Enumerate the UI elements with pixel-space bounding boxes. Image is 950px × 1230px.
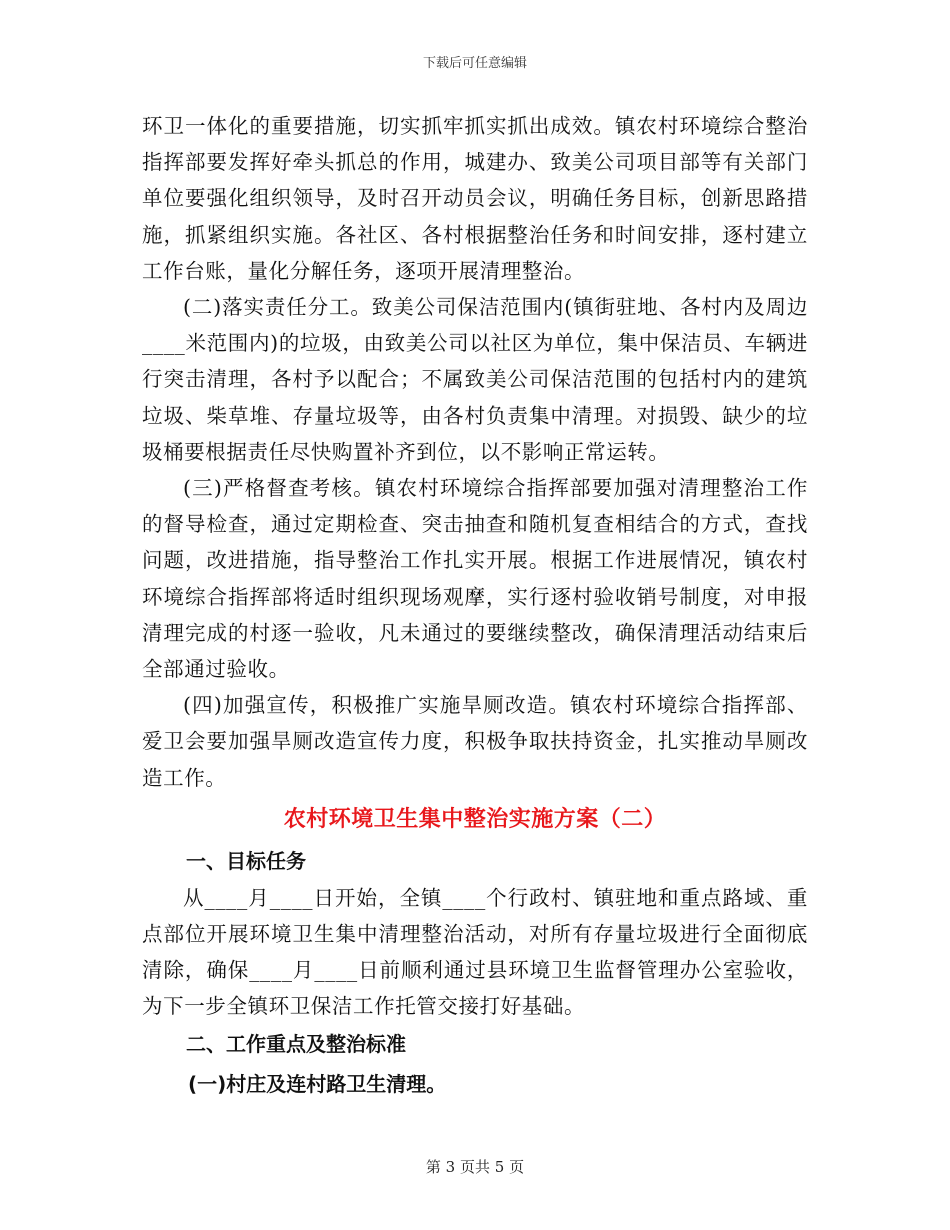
paragraph-supervision: (三)严格督查考核。镇农村环境综合指挥部要加强对清理整治工作的督导检查，通过定期检查、突击抽查和随机复查相结合的方式，查找问题，改进措施，指导整治工作扎实开展。根据工作进展情况，镇农村环境综合指挥部将适时组织现场观摩，实行逐村验收销号制度，对申报清理完成的村逐一验收，凡未通过的要继续整改，确保清理活动结束后全部通过验收。 bbox=[142, 476, 808, 682]
paragraph-continuation: 环卫一体化的重要措施，切实抓牢抓实抓出成效。镇农村环境综合整治指挥部要发挥好牵头抓总的作用，城建办、致美公司项目部等有关部门单位要强化组织领导，及时召开动员会议，明确任务目标，创新思路措施，抓紧组织实施。各社区、各村根据整治任务和时间安排，逐村建立工作台账，量化分解任务，逐项开展清理整治。 bbox=[142, 114, 808, 283]
paragraph-goals: 从____月____日开始，全镇____个行政村、镇驻地和重点路域、重点部位开展环境卫生集中清理整治活动，对所有存量垃圾进行全面彻底清除，确保____月____日前顺利通过县环境卫生监督管理办公室验收，为下一步全镇环卫保洁工作托管交接打好基础。 bbox=[142, 885, 808, 1019]
paragraph-publicity: (四)加强宣传，积极推广实施旱厕改造。镇农村环境综合指挥部、爱卫会要加强旱厕改造宣传力度，积极争取扶持资金，扎实推动旱厕改造工作。 bbox=[142, 693, 808, 790]
section-title: 农村环境卫生集中整治实施方案（二） bbox=[283, 806, 667, 832]
page-header: 下载后可任意编辑 bbox=[422, 56, 527, 71]
heading-goals: 一、目标任务 bbox=[186, 848, 306, 873]
paragraph-responsibility: (二)落实责任分工。致美公司保洁范围内(镇街驻地、各村内及周边____米范围内)的垃圾，由致美公司以社区为单位，集中保洁员、车辆进行突击清理，各村予以配合；不属致美公司保洁范围的包括村内的建筑垃圾、柴草堆、存量垃圾等，由各村负责集中清理。对损毁、缺少的垃圾桶要根据责任尽快购置补齐到位，以不影响正常运转。 bbox=[142, 295, 808, 464]
heading-village-cleanup: (一)村庄及连村路卫生清理。 bbox=[188, 1071, 447, 1096]
page-footer: 第 3 页共 5 页 bbox=[425, 1158, 525, 1176]
document-body bbox=[142, 108, 808, 1103]
heading-key-work: 二、工作重点及整治标准 bbox=[186, 1031, 406, 1056]
